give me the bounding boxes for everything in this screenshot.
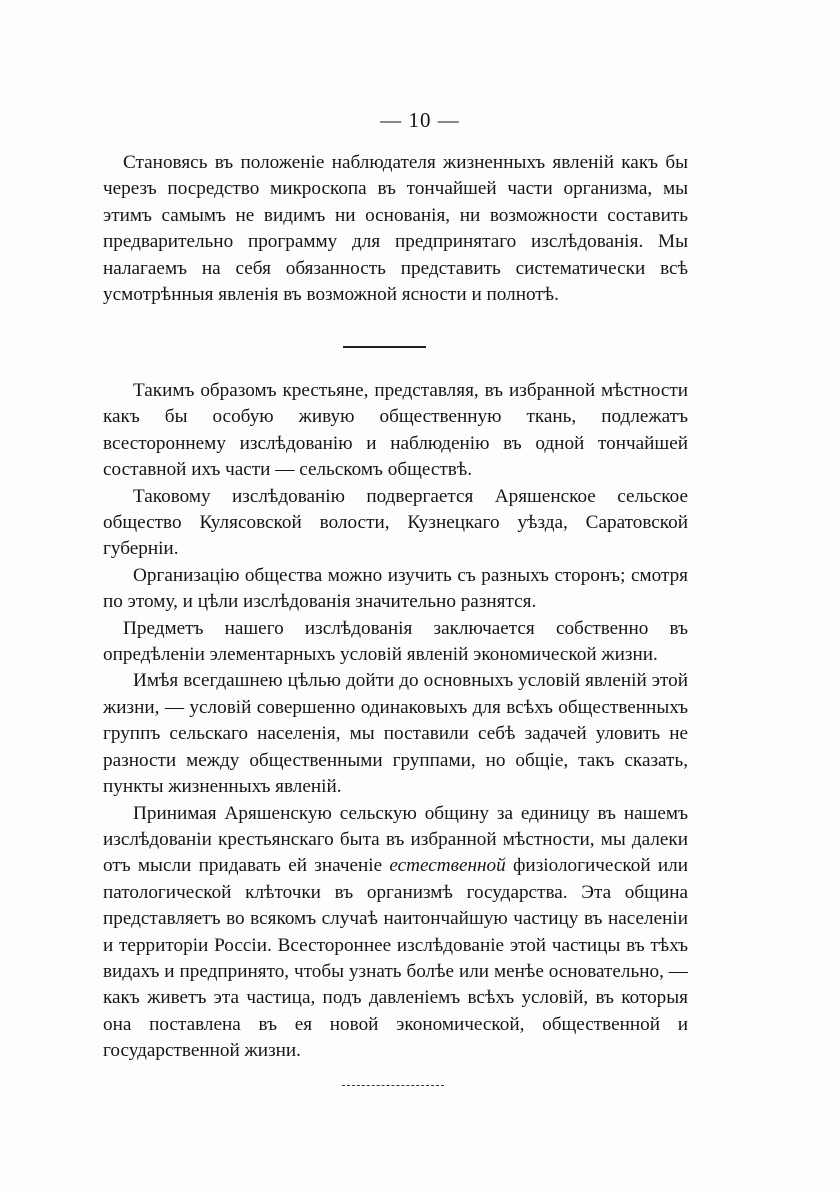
paragraph: Становясь въ положеніе наблюдателя жизненныхъ явленій какъ бы черезъ посредство микроскопа въ тончайшей части организма, мы этимъ самымъ не видимъ ни основанія, ни возможности составить предварительно программу для предпринятаго изслѣдованія. Мы налагаемъ на себя обязанность представить систематически всѣ усмотрѣнныя явленія въ возможной ясности и полнотѣ.	[103, 152, 688, 306]
main-section	[103, 378, 688, 1065]
paragraph: Предметъ нашего изслѣдованія заключается собственно въ опредѣленіи элементарныхъ условій явленій экономической жизни.	[103, 617, 688, 666]
intro-section	[103, 150, 688, 308]
paragraph-text: Принимая Аряшенскую сельскую общину за единицу въ нашемъ изслѣдованіи крестьянскаго быта въ избранной мѣстности, мы далеки отъ мысли придавать ей значеніе	[103, 802, 688, 877]
paragraph: Организацію общества можно изучить съ разныхъ сторонъ; смотря по этому, и цѣли изслѣдованія значительно разнятся.	[103, 564, 688, 613]
paragraph: Имѣя всегдашнею цѣлью дойти до основныхъ условій явленій этой жизни, — условій совершенно одинаковыхъ для всѣхъ общественныхъ группъ сельскаго населенія, мы поставили себѣ задачей уловить не разности между общественными группами, но общіе, такъ сказать, пункты жизненныхъ явленій.	[103, 670, 688, 798]
section-divider	[343, 346, 426, 348]
italic-term: естественной	[389, 855, 506, 877]
paragraph: Таковому изслѣдованію подвергается Аряшенское сельское общество Кулясовской волости, Кузнецкаго уѣзда, Саратовской губерніи.	[103, 485, 688, 560]
paragraph-text: физіологической или патологической клѣточки въ организмѣ государства. Эта община представляетъ во всякомъ случаѣ наитончайшую частицу въ населеніи и территоріи Россіи. Всестороннее изслѣдованіе этой частицы въ тѣхъ видахъ и предпринято, чтобы узнать болѣе или менѣе основательно, — какъ живетъ эта частица, подъ давленіемъ всѣхъ условій, въ которыя она поставлена въ ея новой экономической, общественной и государственной жизни.	[103, 855, 688, 1062]
paragraph: Такимъ образомъ крестьяне, представляя, въ избранной мѣстности какъ бы особую живую общественную ткань, подлежатъ всестороннему изслѣдованію и наблюденію въ одной тончайшей составной ихъ части — сельскомъ обществѣ.	[103, 380, 688, 481]
end-divider	[342, 1085, 444, 1086]
paragraph	[103, 801, 688, 1065]
page-number: — 10 —	[380, 108, 460, 132]
